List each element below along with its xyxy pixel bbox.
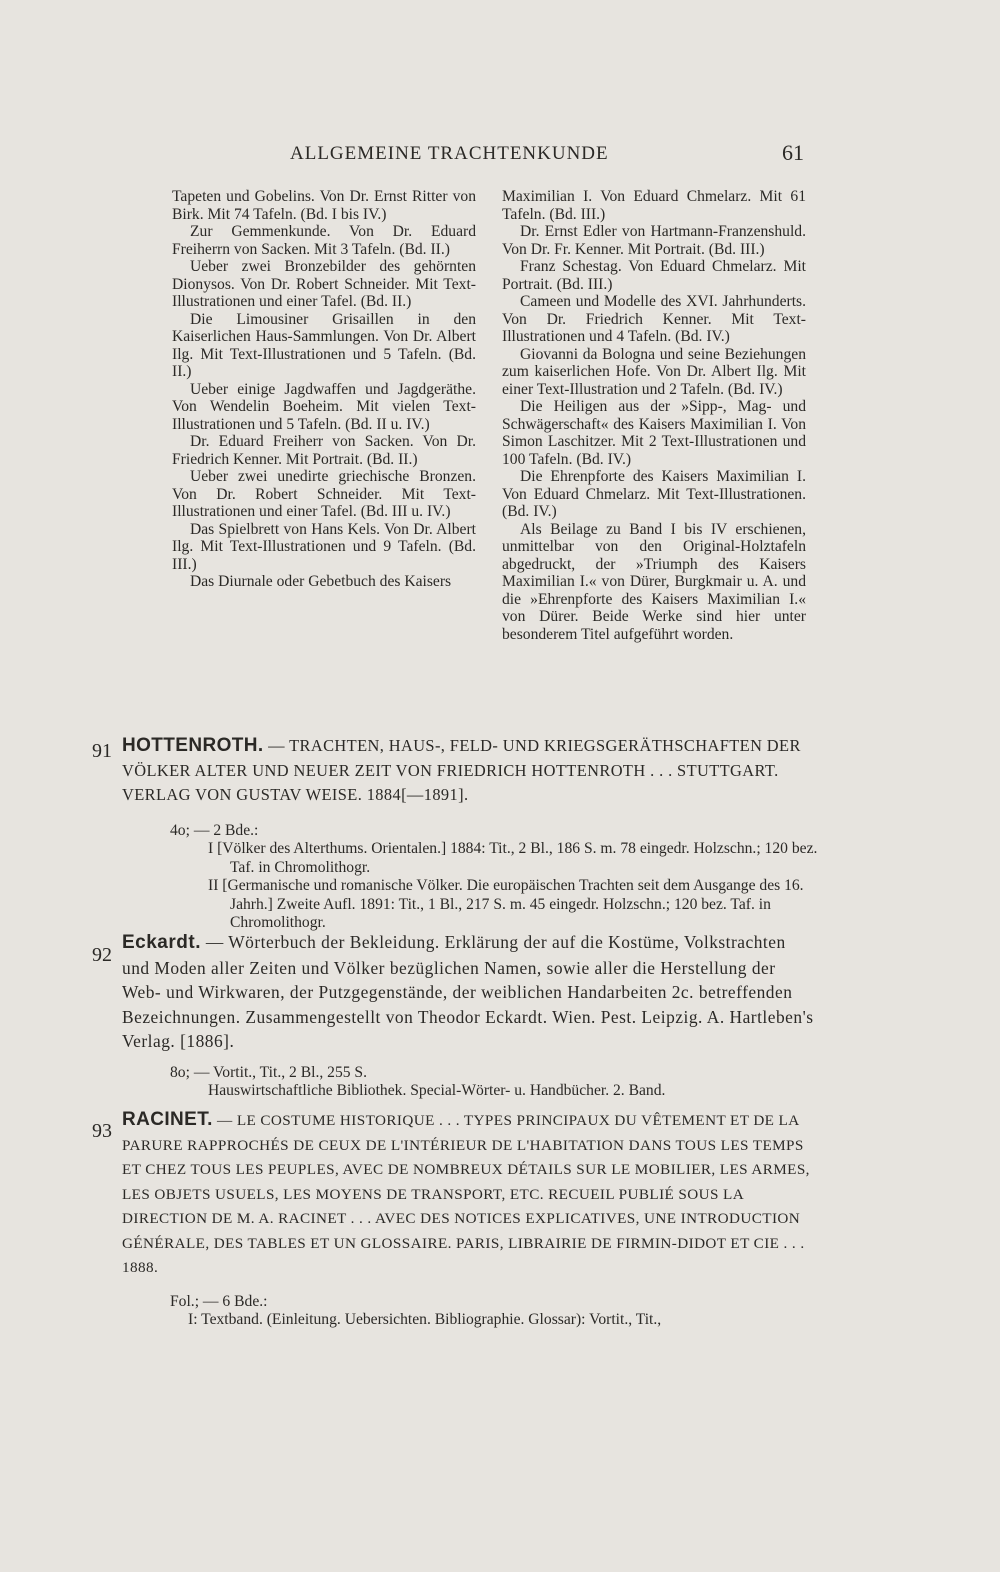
volume-line: I [Völker des Alterthums. Orientalen.] 1884: Tit., 2 Bl., 186 S. m. 78 eingedr. Holzschn.; 120 bez. Taf. in Chromolithogr. xyxy=(208,840,818,876)
list-item: Ueber zwei unedirte griechische Bronzen. Von Dr. Robert Schneider. Mit Text-Illustrationen und einer Tafel. (Bd. III u. IV.) xyxy=(172,468,476,520)
entry-format: Fol.; — 6 Bde.: xyxy=(170,1292,268,1310)
catalog-entry-92 xyxy=(92,930,818,1101)
entry-title: — TRACHTEN, HAUS-, FELD- UND KRIEGSGERÄTHSCHAFTEN DER VÖLKER ALTER UND NEUER ZEIT VON FRIEDRICH HOTTENROTH . . . STUTTGART. VERLAG VON GUSTAV WEISE. 1884[—1891]. xyxy=(122,736,801,804)
left-column xyxy=(172,188,476,591)
list-item: Franz Schestag. Von Eduard Chmelarz. Mit Portrait. (Bd. III.) xyxy=(502,258,806,293)
right-column xyxy=(502,188,806,643)
list-item: Maximilian I. Von Eduard Chmelarz. Mit 61 Tafeln. (Bd. III.) xyxy=(502,188,806,223)
list-item: Dr. Ernst Edler von Hartmann-Franzenshuld. Von Dr. Fr. Kenner. Mit Portrait. (Bd. III.) xyxy=(502,223,806,258)
catalog-entry-93 xyxy=(92,1108,818,1330)
list-item: Die Limousiner Grisaillen in den Kaiserlichen Haus-Sammlungen. Von Dr. Albert Ilg. Mit Text-Illustrationen und 5 Tafeln. (Bd. II.) xyxy=(172,310,476,380)
list-item: Die Heiligen aus der »Sipp-, Mag- und Schwägerschaft« des Kaisers Maximilian I. Von Simon Laschitzer. Mit 2 Text-Illustrationen und 100 Tafeln. (Bd. IV.) xyxy=(502,398,806,468)
list-item: Giovanni da Bologna und seine Beziehungen zum kaiserlichen Hofe. Von Dr. Albert Ilg. Mit einer Text-Illustration und 2 Tafeln. (Bd. IV.) xyxy=(502,345,806,398)
entry-number: 91 xyxy=(92,740,112,762)
list-item: Dr. Eduard Freiherr von Sacken. Von Dr. Friedrich Kenner. Mit Portrait. (Bd. II.) xyxy=(172,433,476,468)
volume-line: I: Textband. (Einleitung. Uebersichten. Bibliographie. Glossar): Vortit., Tit., xyxy=(188,1311,662,1328)
list-item: Die Ehrenpforte des Kaisers Maximilian I. Von Eduard Chmelarz. Mit Text-Illustrationen. (Bd. IV.) xyxy=(502,468,806,520)
list-item: Tapeten und Gobelins. Von Dr. Ernst Ritter von Birk. Mit 74 Tafeln. (Bd. I bis IV.) xyxy=(172,188,476,223)
entry-series: Hauswirtschaftliche Bibliothek. Special-Wörter- u. Handbücher. 2. Band. xyxy=(208,1082,666,1099)
entry-author: RACINET. xyxy=(122,1109,213,1130)
entry-author: HOTTENROTH. xyxy=(122,735,264,756)
list-item: Das Diurnale oder Gebetbuch des Kaisers xyxy=(190,573,452,590)
entry-format: 8o; — Vortit., Tit., 2 Bl., 255 S. xyxy=(170,1063,368,1081)
running-title: ALLGEMEINE TRACHTENKUNDE xyxy=(290,143,609,164)
list-item: Cameen und Modelle des XVI. Jahrhunderts. Von Dr. Friedrich Kenner. Mit Text-Illustrationen und 4 Tafeln. (Bd. IV.) xyxy=(502,293,806,345)
entry-author: Eckardt. xyxy=(122,932,201,953)
list-item: Ueber zwei Bronzebilder des gehörnten Dionysos. Von Dr. Robert Schneider. Mit Text-Illustrationen und einer Tafel. (Bd. II.) xyxy=(172,258,476,310)
beilage-note: Als Beilage zu Band I bis IV erschienen, unmittelbar von den Original-Holztafeln abgedruckt, der »Triumph des Kaisers Maximilian I.« von Dürer, Burgkmair u. A. und die »Ehrenpforte des Kaisers Maximilian I.« von Dürer. Beide Werke sind hier unter besonderem Titel aufgeführt worden. xyxy=(502,520,806,643)
entry-title: — LE COSTUME HISTORIQUE . . . TYPES PRINCIPAUX DU VÊTEMENT ET DE LA PARURE RAPPROCHÉS DE CEUX DE L'INTÉRIEUR DE L'HABITATION DANS TOUS LES TEMPS ET CHEZ TOUS LES PEUPLES, AVEC DE NOMBREUX DÉTAILS SUR LE MOBILIER, LES ARMES, LES OBJETS USUELS, LES MOYENS DE TRANSPORT, ETC. RECUEIL PUBLIÉ SOUS LA DIRECTION DE M. A. RACINET . . . AVEC DES NOTICES EXPLICATIVES, UNE INTRODUCTION GÉNÉRALE, DES TABLES ET UN GLOSSAIRE. PARIS, LIBRAIRIE DE FIRMIN-DIDOT ET CIE . . . 1888. xyxy=(122,1112,810,1276)
entry-title: — Wörterbuch der Bekleidung. Erklärung der auf die Kostüme, Volkstrachten und Moden aller Zeiten und Völker bezüglichen Namen, sowie aller die Herstellung der Web- und Wirkwaren, der Putzgegenstände, der weiblichen Handarbeiten 2c. betreffenden Bezeichnungen. Zusammengestellt von Theodor Eckardt. Wien. Pest. Leipzig. A. Hartleben's Verlag. [1886]. xyxy=(122,932,814,1051)
catalog-entry-91 xyxy=(92,734,818,933)
entry-number: 93 xyxy=(92,1120,112,1142)
list-item: Das Spielbrett von Hans Kels. Von Dr. Albert Ilg. Mit Text-Illustrationen und 9 Tafeln. (Bd. III.) xyxy=(172,520,476,573)
entry-number: 92 xyxy=(92,944,112,966)
volume-line: II [Germanische und romanische Völker. Die europäischen Trachten seit dem Ausgange des 16. Jahrh.] Zweite Aufl. 1891: Tit., 1 Bl., 217 S. m. 45 eingedr. Holzschn.; 120 bez. Taf. in Chromolithogr. xyxy=(208,877,804,931)
list-item: Zur Gemmenkunde. Von Dr. Eduard Freiherrn von Sacken. Mit 3 Tafeln. (Bd. II.) xyxy=(172,223,476,258)
list-item: Ueber einige Jagdwaffen und Jagdgeräthe. Von Wendelin Boeheim. Mit vielen Text-Illustrationen und 5 Tafeln. (Bd. II u. IV.) xyxy=(172,380,476,433)
entry-format: 4o; — 2 Bde.: xyxy=(170,821,259,839)
page-number: 61 xyxy=(782,140,804,165)
